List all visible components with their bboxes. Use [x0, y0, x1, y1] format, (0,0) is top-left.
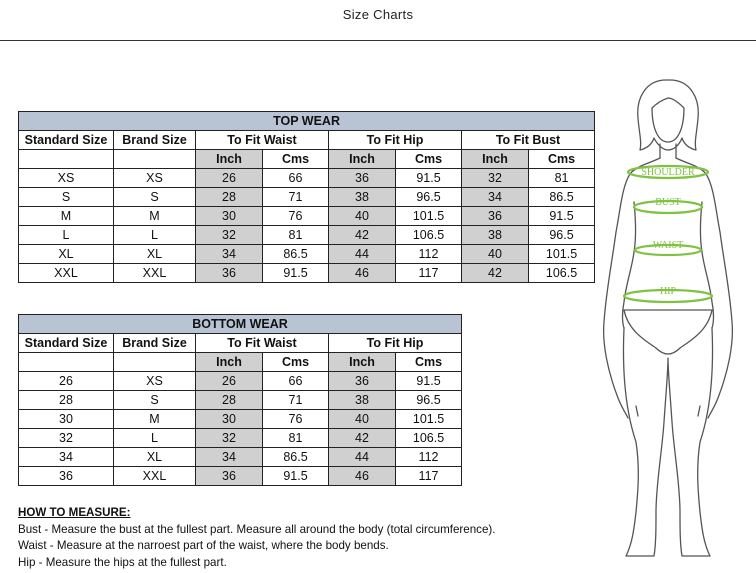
unit-cms: Cms — [263, 353, 329, 372]
head-outline — [638, 80, 699, 150]
shoulder-label: SHOULDER — [641, 167, 695, 178]
to-fit-bust-header: To Fit Bust — [462, 131, 595, 150]
table-row — [19, 264, 595, 283]
table-cell: 71 — [263, 391, 329, 410]
waist-instruction: Waist - Measure at the narroest part of the waist, where the body bends. — [18, 539, 389, 552]
table-cell: 40 — [329, 207, 396, 226]
blank-cell — [114, 353, 196, 372]
table-cell: M — [114, 207, 196, 226]
table-cell: 86.5 — [263, 245, 329, 264]
table-cell: 91.5 — [263, 467, 329, 486]
briefs-outline — [624, 310, 712, 354]
to-fit-hip-header: To Fit Hip — [329, 131, 462, 150]
unit-inch: Inch — [329, 353, 396, 372]
table-cell: 86.5 — [263, 448, 329, 467]
table-cell: 91.5 — [396, 169, 462, 188]
table-cell: 71 — [263, 188, 329, 207]
unit-cms: Cms — [396, 353, 462, 372]
top-wear-title: TOP WEAR — [19, 112, 595, 131]
table-cell: 36 — [329, 169, 396, 188]
table-row — [19, 169, 595, 188]
legs-outline — [624, 328, 713, 556]
table-cell: 28 — [19, 391, 114, 410]
table-cell: 106.5 — [396, 226, 462, 245]
unit-inch: Inch — [196, 150, 263, 169]
table-cell: 81 — [529, 169, 595, 188]
table-cell: 106.5 — [396, 429, 462, 448]
neck-outline — [660, 144, 676, 158]
table-cell: 38 — [329, 391, 396, 410]
table-cell: 32 — [196, 429, 263, 448]
unit-inch: Inch — [462, 150, 529, 169]
table-cell: 32 — [196, 226, 263, 245]
brand-size-header: Brand Size — [114, 334, 196, 353]
table-cell: 32 — [19, 429, 114, 448]
table-cell: XL — [19, 245, 114, 264]
table-cell: XS — [19, 169, 114, 188]
to-fit-waist-header: To Fit Waist — [196, 334, 329, 353]
unit-cms: Cms — [529, 150, 595, 169]
table-cell: 36 — [196, 467, 263, 486]
table-cell: XXL — [114, 264, 196, 283]
standard-size-header: Standard Size — [19, 131, 114, 150]
table-cell: 66 — [263, 372, 329, 391]
blank-cell — [19, 353, 114, 372]
table-cell: 101.5 — [529, 245, 595, 264]
table-cell: XL — [114, 245, 196, 264]
unit-cms: Cms — [263, 150, 329, 169]
hip-label: HIP — [659, 286, 677, 297]
table-cell: 42 — [462, 264, 529, 283]
bottom-wear-table — [18, 314, 462, 486]
table-cell: 81 — [263, 226, 329, 245]
table-cell: XXL — [114, 467, 196, 486]
table-cell: M — [114, 410, 196, 429]
table-cell: M — [19, 207, 114, 226]
table-cell: 91.5 — [263, 264, 329, 283]
table-cell: 106.5 — [529, 264, 595, 283]
table-cell: 96.5 — [396, 188, 462, 207]
bottom-wear-title: BOTTOM WEAR — [19, 315, 462, 334]
torso-outline — [623, 202, 714, 328]
bust-label: BUST — [655, 197, 681, 208]
table-cell: 42 — [329, 429, 396, 448]
table-cell: 26 — [196, 372, 263, 391]
how-to-heading: HOW TO MEASURE: — [18, 506, 131, 519]
table-cell: 101.5 — [396, 207, 462, 226]
table-cell: 28 — [196, 391, 263, 410]
table-cell: 26 — [19, 372, 114, 391]
unit-cms: Cms — [396, 150, 462, 169]
table-cell: XL — [114, 448, 196, 467]
brand-size-header: Brand Size — [114, 131, 196, 150]
page-header — [0, 0, 756, 41]
table-row — [19, 188, 595, 207]
body-measurement-figure — [596, 72, 756, 568]
waist-label: WAIST — [652, 240, 684, 251]
table-cell: 96.5 — [529, 226, 595, 245]
table-cell: L — [114, 429, 196, 448]
table-cell: XS — [114, 372, 196, 391]
table-cell: 101.5 — [396, 410, 462, 429]
table-cell: 40 — [329, 410, 396, 429]
page-title: Size Charts — [342, 7, 414, 22]
table-cell: 42 — [329, 226, 396, 245]
table-cell: L — [114, 226, 196, 245]
table-cell: 30 — [19, 410, 114, 429]
table-cell: 36 — [462, 207, 529, 226]
how-to-measure — [18, 505, 496, 571]
table-cell: 117 — [396, 467, 462, 486]
table-cell: 28 — [196, 188, 263, 207]
table-row — [19, 467, 462, 486]
table-cell: 112 — [396, 448, 462, 467]
table-row — [19, 429, 462, 448]
table-cell: 32 — [462, 169, 529, 188]
table-row — [19, 245, 595, 264]
table-cell: 117 — [396, 264, 462, 283]
table-cell: S — [114, 188, 196, 207]
table-cell: 30 — [196, 410, 263, 429]
table-cell: 91.5 — [396, 372, 462, 391]
table-cell: 38 — [462, 226, 529, 245]
table-row — [19, 207, 595, 226]
table-cell: 38 — [329, 188, 396, 207]
table-cell: 34 — [196, 448, 263, 467]
table-cell: 91.5 — [529, 207, 595, 226]
table-cell: S — [19, 188, 114, 207]
to-fit-hip-header: To Fit Hip — [329, 334, 462, 353]
table-cell: 34 — [462, 188, 529, 207]
table-cell: 112 — [396, 245, 462, 264]
table-cell: 86.5 — [529, 188, 595, 207]
table-cell: 34 — [19, 448, 114, 467]
table-cell: 46 — [329, 467, 396, 486]
unit-inch: Inch — [196, 353, 263, 372]
table-cell: 76 — [263, 207, 329, 226]
bust-instruction: Bust - Measure the bust at the fullest part. Measure all around the body (total circumference). — [18, 522, 496, 536]
table-cell: 44 — [329, 448, 396, 467]
table-row — [19, 372, 462, 391]
table-cell: XS — [114, 169, 196, 188]
table-cell: 96.5 — [396, 391, 462, 410]
table-row — [19, 410, 462, 429]
blank-cell — [114, 150, 196, 169]
table-cell: 36 — [196, 264, 263, 283]
table-cell: 30 — [196, 207, 263, 226]
table-cell: 36 — [329, 372, 396, 391]
top-wear-table — [18, 111, 595, 283]
table-row — [19, 391, 462, 410]
table-cell: 81 — [263, 429, 329, 448]
table-cell: XXL — [19, 264, 114, 283]
unit-inch: Inch — [329, 150, 396, 169]
blank-cell — [19, 150, 114, 169]
hip-instruction: Hip - Measure the hips at the fullest part. — [18, 555, 227, 569]
table-cell: 40 — [462, 245, 529, 264]
table-cell: 26 — [196, 169, 263, 188]
table-cell: L — [19, 226, 114, 245]
table-row — [19, 448, 462, 467]
table-cell: S — [114, 391, 196, 410]
standard-size-header: Standard Size — [19, 334, 114, 353]
table-cell: 36 — [19, 467, 114, 486]
table-cell: 76 — [263, 410, 329, 429]
table-cell: 66 — [263, 169, 329, 188]
table-row — [19, 226, 595, 245]
table-cell: 46 — [329, 264, 396, 283]
face-outline — [652, 98, 684, 142]
table-cell: 44 — [329, 245, 396, 264]
to-fit-waist-header: To Fit Waist — [196, 131, 329, 150]
table-cell: 34 — [196, 245, 263, 264]
knee-marks — [636, 406, 700, 416]
